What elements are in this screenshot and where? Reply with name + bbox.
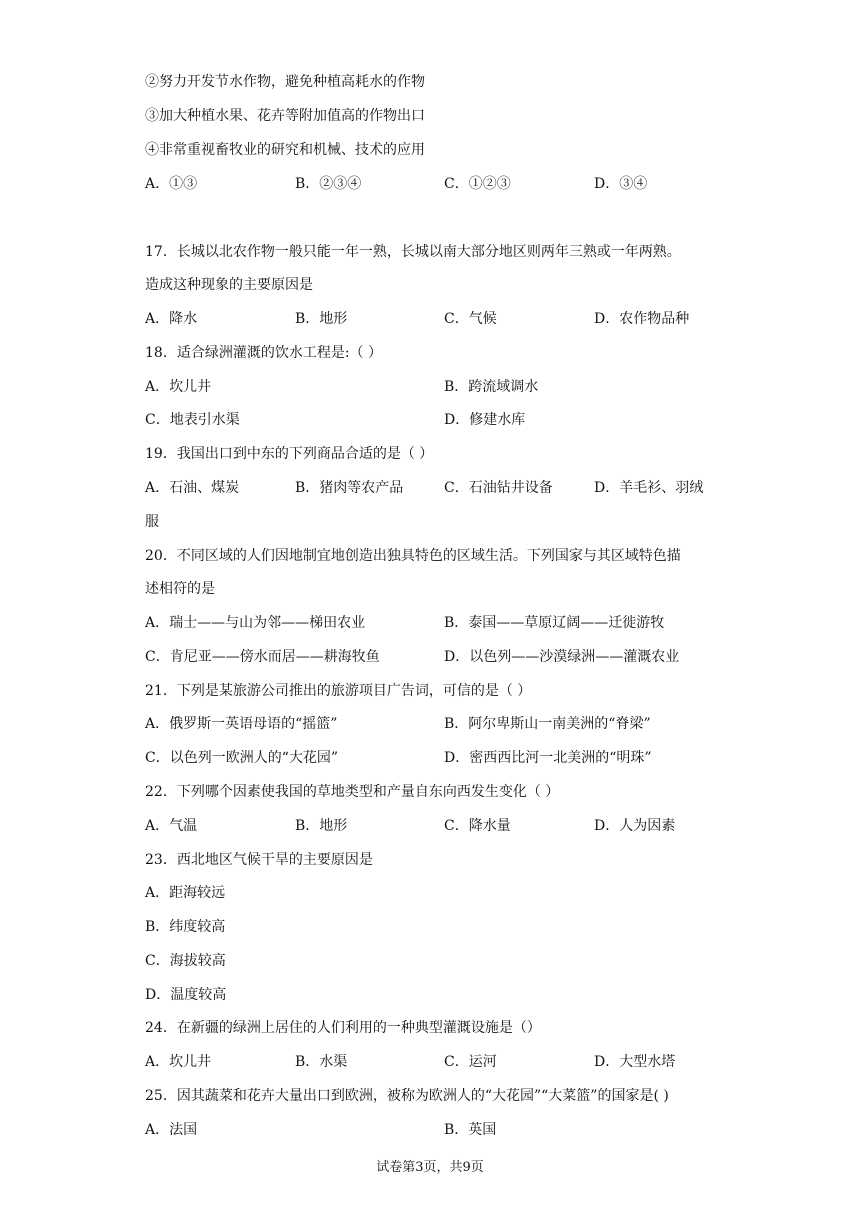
q23-option-d: D．温度较高	[145, 987, 227, 1003]
q22-option-d: D．人为因素	[594, 818, 676, 834]
q22-option-b: B．地形	[295, 818, 348, 834]
q20-stem-line-1: 20．不同区域的人们因地制宜地创造出独具特色的区域生活。下列国家与其区域特色描	[145, 548, 681, 564]
q24-option-b: B．水渠	[295, 1054, 348, 1070]
q22-option-c: C．降水量	[444, 818, 511, 834]
q18-stem: 18．适合绿洲灌溉的饮水工程是:（ ）	[145, 345, 382, 361]
q19-option-c: C．石油钻井设备	[444, 480, 553, 496]
q25-option-a: A．法国	[145, 1122, 198, 1138]
q20-stem-line-2: 述相符的是	[145, 581, 215, 597]
q17-option-b: B．地形	[295, 311, 348, 327]
q20-option-a: A．瑞士——与山为邻——梯田农业	[145, 615, 366, 631]
q20-option-d: D．以色列——沙漠绿洲——灌溉农业	[444, 649, 680, 665]
q21-option-d: D．密西西比河一北美洲的“明珠”	[444, 750, 652, 766]
q24-option-c: C．运河	[444, 1054, 497, 1070]
q20-option-b: B．泰国——草原辽阔——迁徙游牧	[444, 615, 665, 631]
q18-option-b: B．跨流域调水	[444, 379, 539, 395]
q22-option-a: A．气温	[145, 818, 198, 834]
q19-option-a: A．石油、煤炭	[145, 480, 240, 496]
q17-option-c: C．气候	[444, 311, 497, 327]
q16-option-c: C．①②③	[444, 176, 511, 192]
q17-option-a: A．降水	[145, 311, 198, 327]
q19-option-b: B．猪肉等农产品	[295, 480, 404, 496]
q16-option-b: B．②③④	[295, 176, 362, 192]
q18-option-a: A．坎儿井	[145, 379, 212, 395]
q21-option-c: C．以色列一欧洲人的“大花园”	[145, 750, 339, 766]
statement-4: ④非常重视畜牧业的研究和机械、技术的应用	[145, 142, 425, 158]
q24-option-d: D．大型水塔	[594, 1054, 676, 1070]
q25-option-b: B．英国	[444, 1122, 497, 1138]
statement-3: ③加大种植水果、花卉等附加值高的作物出口	[145, 108, 425, 124]
q23-stem: 23．西北地区气候干旱的主要原因是	[145, 852, 373, 868]
statement-2: ②努力开发节水作物，避免种植高耗水的作物	[145, 74, 425, 90]
q17-option-d: D．农作物品种	[594, 311, 690, 327]
q21-option-b: B．阿尔卑斯山一南美洲的“脊梁”	[444, 716, 651, 732]
q18-option-d: D．修建水库	[444, 412, 526, 428]
q21-stem: 21．下列是某旅游公司推出的旅游项目广告词，可信的是（ ）	[145, 683, 532, 699]
q24-option-a: A．坎儿井	[145, 1054, 212, 1070]
q21-option-a: A．俄罗斯一英语母语的“摇篮”	[145, 716, 338, 732]
q19-option-d: D．羊毛衫、羽绒	[594, 480, 704, 496]
q23-option-b: B．纬度较高	[145, 919, 226, 935]
q17-stem-line-1: 17．长城以北农作物一般只能一年一熟，长城以南大部分地区则两年三熟或一年两熟。	[145, 244, 681, 260]
page-footer: 试卷第3页，共9页	[376, 1160, 484, 1175]
q17-stem-line-2: 造成这种现象的主要原因是	[145, 277, 313, 293]
q19-option-d-continued: 服	[145, 514, 159, 530]
q16-option-a: A．①③	[145, 176, 198, 192]
q20-option-c: C．肯尼亚——傍水而居——耕海牧鱼	[145, 649, 380, 665]
q23-option-a: A．距海较远	[145, 885, 226, 901]
q19-stem: 19．我国出口到中东的下列商品合适的是（ ）	[145, 446, 434, 462]
q25-stem: 25．因其蔬菜和花卉大量出口到欧洲，被称为欧洲人的“大花园”“大菜篮”的国家是( )	[145, 1088, 669, 1104]
q16-option-d: D．③④	[594, 176, 648, 192]
q22-stem: 22．下列哪个因素使我国的草地类型和产量自东向西发生变化（ ）	[145, 784, 560, 800]
q23-option-c: C．海拔较高	[145, 953, 226, 969]
q24-stem: 24．在新疆的绿洲上居住的人们利用的一种典型灌溉设施是（）	[145, 1020, 541, 1036]
q18-option-c: C．地表引水渠	[145, 412, 240, 428]
